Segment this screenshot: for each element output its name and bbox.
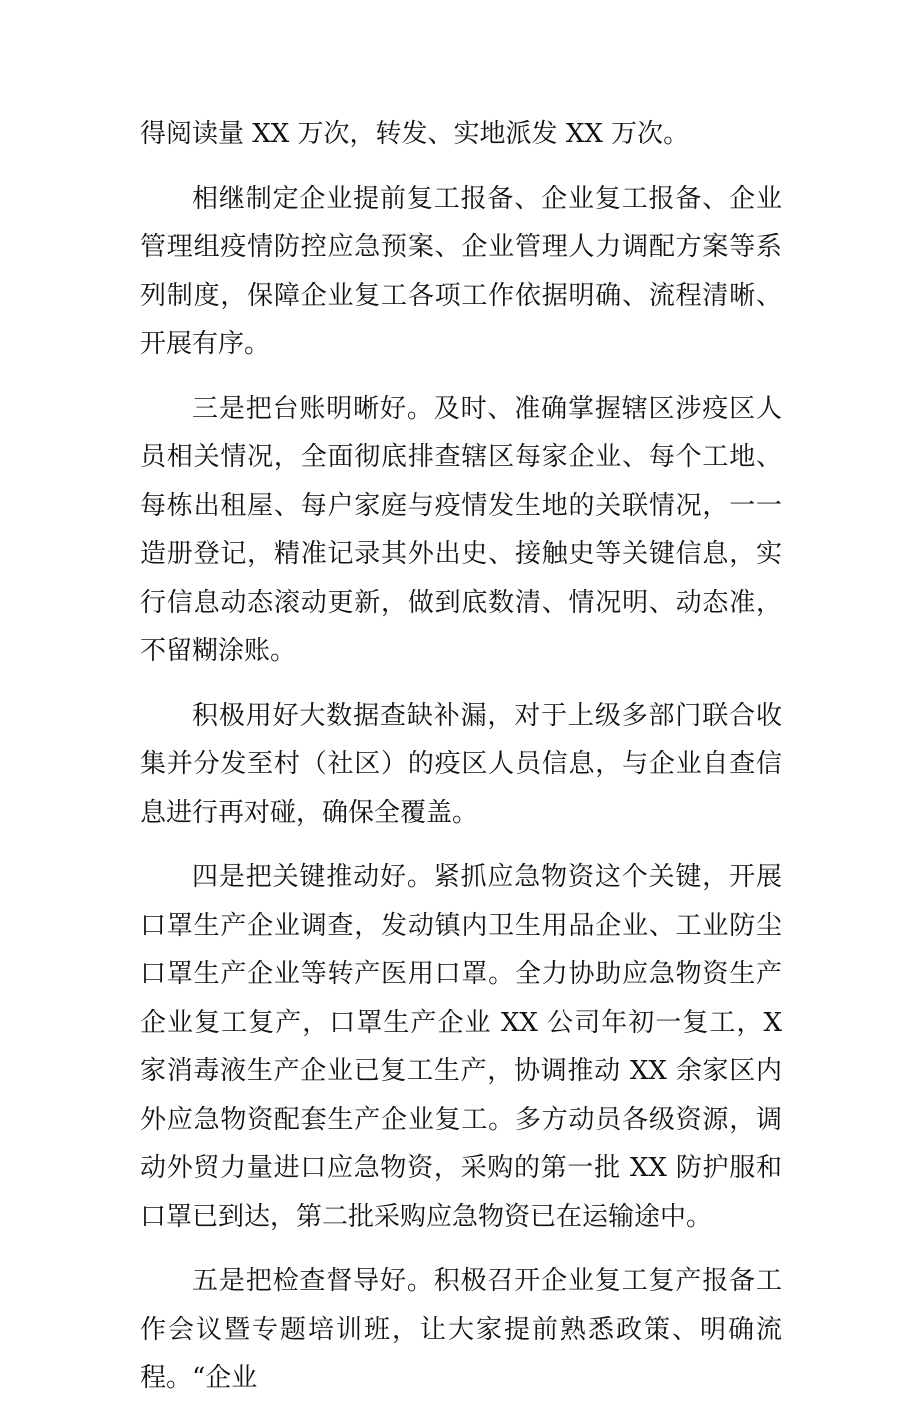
paragraph-ledger: 三是把台账明晰好。及时、准确掌握辖区涉疫区人员相关情况，全面彻底排查辖区每家企业、每个工地、每栋出租屋、每户家庭与疫情发生地的关联情况，一一造册登记，精准记录其外出史、接触史等关键信息，实行信息动态滚动更新，做到底数清、情况明、动态准，不留糊涂账。 <box>140 393 782 666</box>
paragraph-inspection: 五是把检查督导好。积极召开企业复工复产报备工作会议暨专题培训班，让大家提前熟悉政策、明确流程。“企业 <box>140 1266 782 1393</box>
paragraph-big-data: 积极用好大数据查缺补漏，对于上级多部门联合收集并分发至村（社区）的疫区人员信息，与企业自查信息进行再对碰，确保全覆盖。 <box>140 700 782 828</box>
paragraph-regulations: 相继制定企业提前复工报备、企业复工报备、企业管理组疫情防控应急预案、企业管理人力调配方案等系列制度，保障企业复工各项工作依据明确、流程清晰、开展有序。 <box>140 183 782 359</box>
document-body <box>140 110 782 1419</box>
paragraph-continuation: 得阅读量 XX 万次，转发、实地派发 XX 万次。 <box>140 119 690 149</box>
paragraph-key-push: 四是把关键推动好。紧抓应急物资这个关键，开展口罩生产企业调查，发动镇内卫生用品企业、工业防尘口罩生产企业等转产医用口罩。全力协助应急物资生产企业复工复产，口罩生产企业 XX 公司年初一复工，X 家消毒液生产企业已复工生产，协调推动 XX 余家区内外应急物资配套生产企业复工。多方动员各级资源，调动外贸力量进口应急物资，采购的第一批 XX 防护服和口罩已到达，第二批采购应急物资已在运输途中。 <box>140 862 782 1232</box>
